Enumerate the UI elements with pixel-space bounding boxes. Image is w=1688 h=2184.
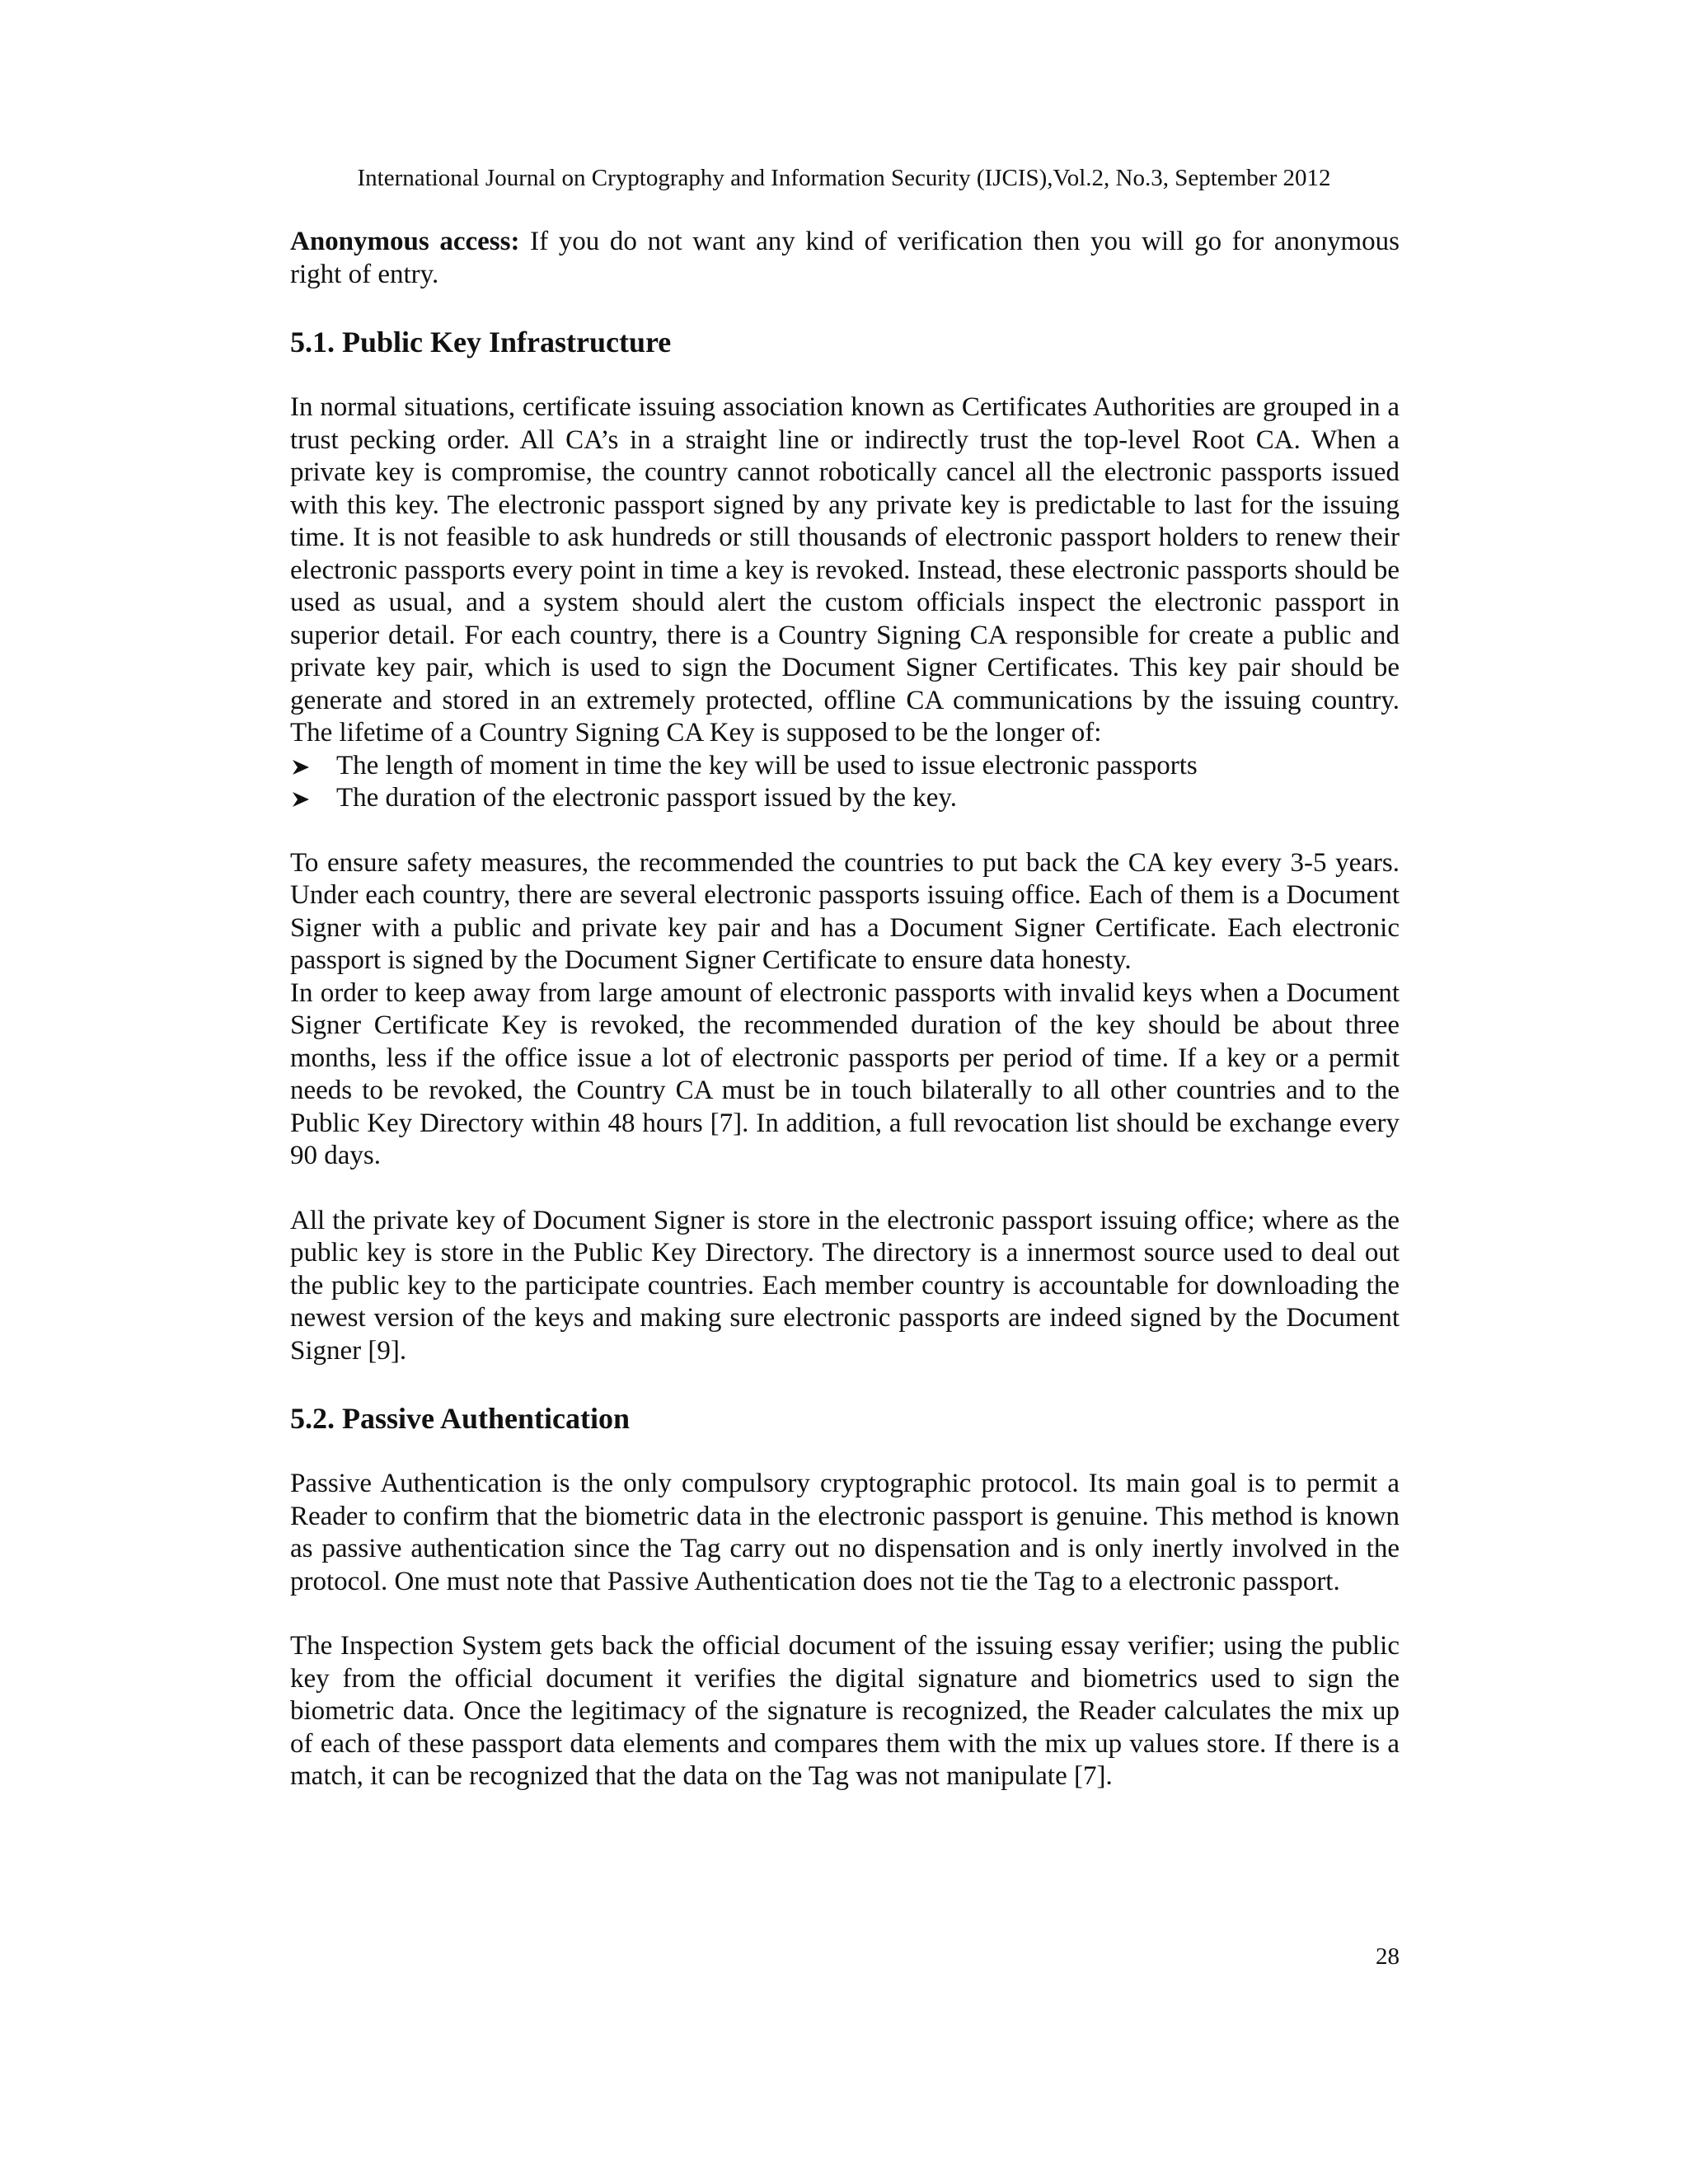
page-body <box>290 226 1400 1793</box>
list-item-text: The duration of the electronic passport issued by the key. <box>336 783 957 813</box>
arrow-bullet-icon <box>292 791 310 808</box>
pki-paragraph-2: To ensure safety measures, the recommended the countries to put back the CA key every 3-5 years. Under each country, there are several electronic passports issuing office. Each of them is a Document Signer with a public and private key pair and has a Document Signer Certificate. Each electronic passport is signed by the Document Signer Certificate to ensure data honesty. <box>290 847 1400 975</box>
list-item-text: The length of moment in time the key will be used to issue electronic passports <box>336 750 1198 780</box>
anonymous-access-term: Anonymous access: <box>290 227 520 256</box>
passive-auth-paragraph-2: The Inspection System gets back the official document of the issuing essay verifier; using the public key from the official document it verifies the digital signature and biometrics used to sign the biometric data. Once the legitimacy of the signature is recognized, the Reader calculates the mix up of each of these passport data elements and compares them with the mix up values store. If there is a match, it can be recognized that the data on the Tag was not manipulate [7]. <box>290 1631 1400 1791</box>
section-heading-5-1: 5.1. Public Key Infrastructure <box>290 326 672 359</box>
page-number: 28 <box>1376 1943 1400 1970</box>
arrow-bullet-icon <box>292 759 310 776</box>
anonymous-access-paragraph <box>290 226 1400 291</box>
pki-paragraph-1: In normal situations, certificate issuing association known as Certificates Authorities are grouped in a trust pecking order. All CA’s in a straight line or indirectly trust the top-level Root CA. When a private key is compromise, the country cannot robotically cancel all the electronic passports issued with this key. The electronic passport signed by any private key is predictable to last for the issuing time. It is not feasible to ask hundreds or still thousands of electronic passport holders to renew their electronic passports every point in time a key is revoked. Instead, these electronic passports should be used as usual, and a system should alert the custom officials inspect the electronic passport in superior detail. For each country, there is a Country Signing CA responsible for create a public and private key pair, which is used to sign the Document Signer Certificates. This key pair should be generate and stored in an extremely protected, offline CA communications by the issuing country. The lifetime of a Country Signing CA Key is supposed to be the longer of: <box>290 392 1400 748</box>
ca-key-lifetime-list <box>290 750 1400 815</box>
passive-auth-paragraph-1: Passive Authentication is the only compulsory cryptographic protocol. Its main goal is to permit a Reader to confirm that the biometric data in the electronic passport is genuine. This method is known as passive authentication since the Tag carry out no dispensation and is only inertly involved in the protocol. One must note that Passive Authentication does not tie the Tag to a electronic passport. <box>290 1469 1400 1596</box>
list-item <box>290 750 1400 783</box>
anonymous-access-text: If you do not want any kind of verification then you will go for anonymous right of entry. <box>290 227 1400 289</box>
pki-paragraph-3: In order to keep away from large amount of electronic passports with invalid keys when a Document Signer Certificate Key is revoked, the recommended duration of the key should be about three months, less if the office issue a lot of electronic passports per period of time. If a key or a permit needs to be revoked, the Country CA must be in touch bilaterally to all other countries and to the Public Key Directory within 48 hours [7]. In addition, a full revocation list should be exchange every 90 days. <box>290 977 1400 1170</box>
section-heading-5-2: 5.2. Passive Authentication <box>290 1402 631 1435</box>
list-item <box>290 782 1400 815</box>
running-header: International Journal on Cryptography and Information Security (IJCIS),Vol.2, No.3, September 2012 <box>357 165 1331 191</box>
pki-paragraph-4: All the private key of Document Signer is store in the electronic passport issuing office; where as the public key is store in the Public Key Directory. The directory is a innermost source used to deal out the public key to the participate countries. Each member country is accountable for downloading the newest version of the keys and making sure electronic passports are indeed signed by the Document Signer [9]. <box>290 1205 1400 1366</box>
